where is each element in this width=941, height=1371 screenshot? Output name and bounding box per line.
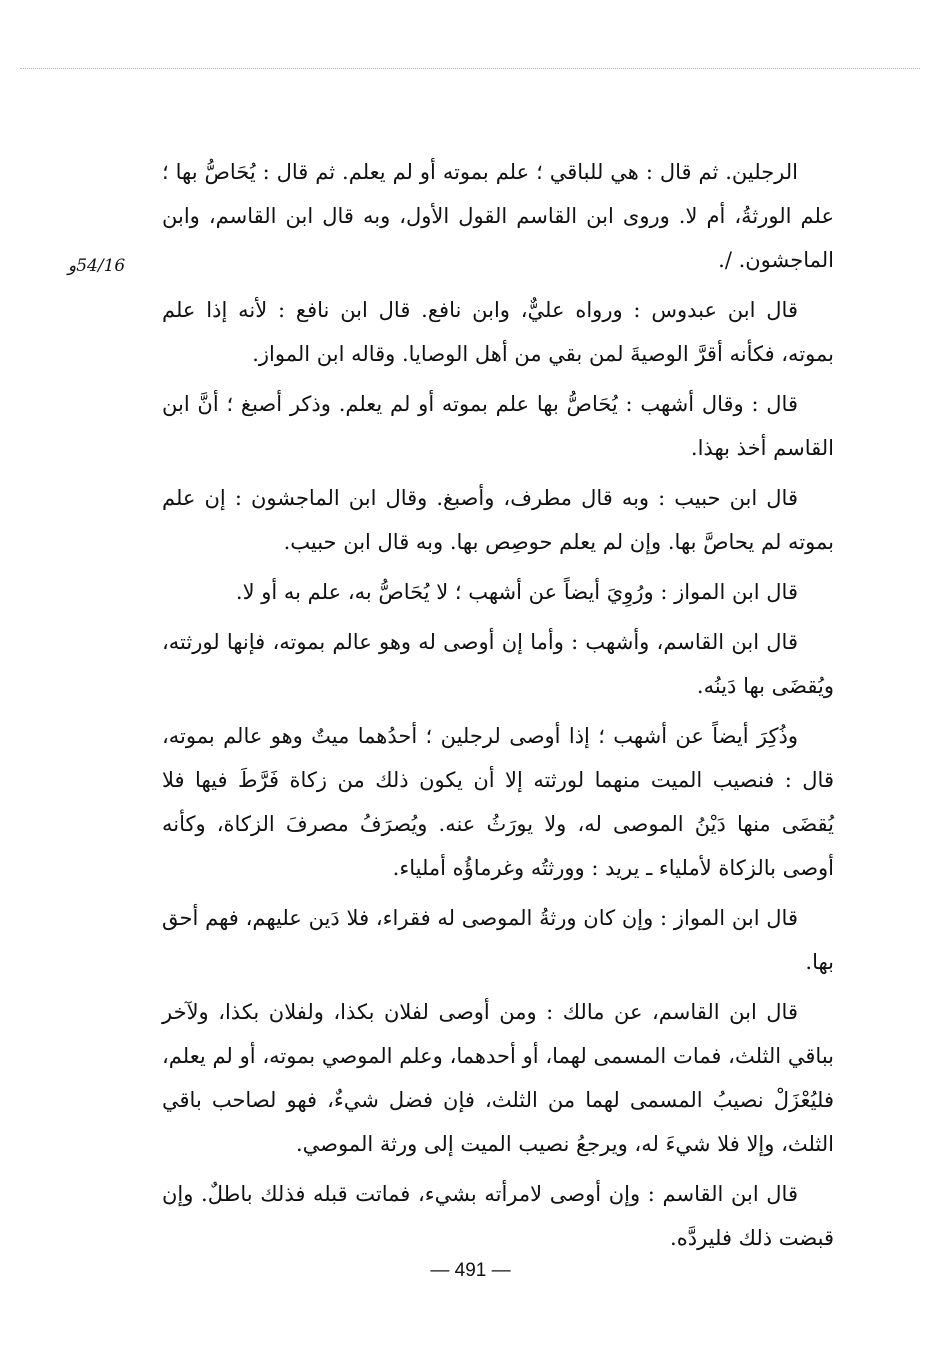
paragraph-9: قال ابن القاسم، عن مالك : ومن أوصى لفلان بكذا، ولفلان بكذا، ولآخر بباقي الثلث، فمات المسمى لهما، أو أحدهما، وعلم الموصي بموته، أو لم يعلم، فليُعْزَلْ نصيبُ المسمى لهما من الثلث، فإن فضل شيءٌ، فهو لصاحب باقي الثلث، وإلا فلا شيءَ له، ويرجعُ نصيب الميت إلى ورثة الموصي. [162,1000,834,1156]
page-number: — 491 — [430,1260,511,1281]
paragraph-3: قال : وقال أشهب : يُحَاصُّ بها علم بموته أو لم يعلم. وذكر أصبغ ؛ أنَّ ابن القاسم أخذ بهذا. [162,392,834,460]
main-text-block [162,150,834,1260]
paragraph-5: قال ابن المواز : ورُوِيَ أيضاً عن أشهب ؛ لا يُحَاصُّ به، علم به أو لا. [235,580,798,604]
scan-edge-line [20,68,920,69]
paragraph-2: قال ابن عبدوس : ورواه عليٌّ، وابن نافع. قال ابن نافع : لأنه إذا علم بموته، فكأنه أقرَّ الوصيةَ لمن بقي من أهل الوصايا. وقاله ابن المواز. [162,298,834,366]
margin-folio-note: 54/16و [68,256,126,276]
paragraph-10: قال ابن القاسم : وإن أوصى لامرأته بشيء، فماتت قبله فذلك باطلٌ. وإن قبضت ذلك فليردَّه. [162,1182,834,1250]
paragraph-4: قال ابن حبيب : وبه قال مطرف، وأصبغ. وقال ابن الماجشون : إن علم بموته لم يحاصَّ بها. وإن لم يعلم حوصِص بها. وبه قال ابن حبيب. [162,486,834,554]
paragraph-7: وذُكِرَ أيضاً عن أشهب ؛ إذا أوصى لرجلين ؛ أحدُهما ميتٌ وهو عالم بموته، قال : فنصيب الميت منهما لورثته إلا أن يكون ذلك من زكاة فَرَّطَ فيها فلا يُقضَى منها دَيْنُ الموصى له، ولا يورَثُ عنه. ويُصرَفُ مصرفَ الزكاة، وكأنه أوصى بالزكاة لأملياء ـ يريد : وورثتُه وغرماؤُه أملياء. [162,724,834,880]
paragraph-1: الرجلين. ثم قال : هي للباقي ؛ علم بموته أو لم يعلم. ثم قال : يُحَاصُّ بها ؛ علم الورثةُ، أم لا. وروى ابن القاسم القول الأول، وبه قال ابن القاسم، وابن الماجشون. /. [162,160,834,272]
paragraph-8: قال ابن المواز : وإن كان ورثةُ الموصى له فقراء، فلا دَين عليهم، فهم أحق بها. [162,906,834,974]
paragraph-6: قال ابن القاسم، وأشهب : وأما إن أوصى له وهو عالم بموته، فإنها لورثته، ويُقضَى بها دَينُه. [162,630,834,698]
